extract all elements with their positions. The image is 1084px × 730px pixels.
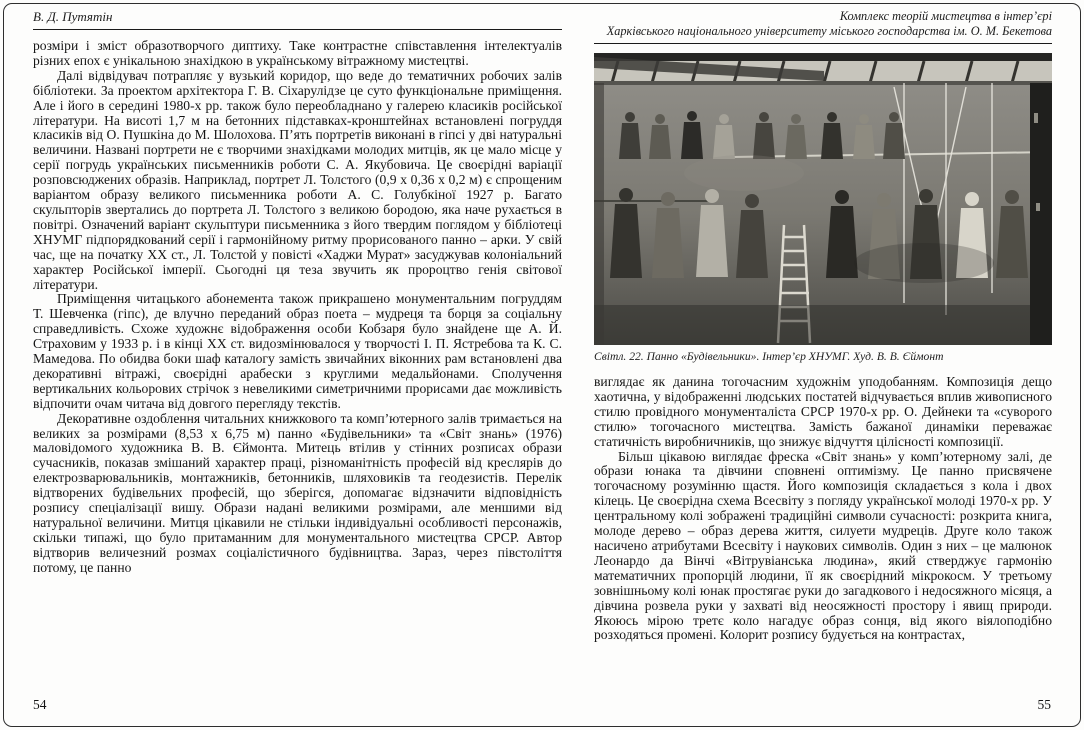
header-title-line1: Комплекс теорій мистецтва в інтер’єрі (839, 9, 1052, 23)
page-number-right: 55 (1037, 697, 1051, 712)
paragraph: Більш цікавою виглядає фреска «Світ знань» у комп’ютерному залі, де образи юнака та дівчини сповнені оптимізму. Це панно присвячене тогочасному розумінню щастя. Його композиція складається з кола і двох кілець. Це своєрідна схема Всесвіту з погляду української молоді 1970-х рр. У центральному колі зображені традиційні символи сучасності: розкрита книга, молоде дерево – образ дерева життя, силуети мудреців. Друге коло також насичено атрибутами Всесвіту і наукових символів. Один з них – це малюнок Леонардо да Вінчі «Вітрувіанська людина», який стверджує гармонію математичних пропорцій людини, її як своєрідний мікрокосм. У третьому зовнішньому колі юнак простягає руки до загадкового і недосяжного місяця, а дівчина розвела руки у захваті від неосяжності простору і явищ природи. Якоюсь мірою третє коло нагадує образ сонця, від якого віялоподібно розходяться промені. Колорит розпису будується на контрастах, (594, 448, 1052, 643)
author-name: В. Д. Путятін (33, 9, 113, 24)
running-header-author (33, 9, 562, 30)
page-left (33, 9, 562, 576)
figure-caption: Світл. 22. Панно «Будівельники». Інтер’єр ХНУМГ. Худ. В. В. Єймонт (594, 350, 944, 363)
paragraph: Декоративне оздоблення читальних книжкового та комп’ютерного залів тримається на великих за розмірами (8,53 х 6,75 м) панно «Будівельники» та «Світ знань» (1976) маловідомого художника В. В. Єймонта. Митець втілив у стінних розписах образи сучасників, показав змішаний характер праці, різноманітність професій від креслярів до електрозварювальників, монтажників, бетонників, шляховиків та геодезистів. Перелік відтворених будівельних професій, що зберігся, допомагає відзначити відповідність розпису спеціалізації вишу. Образи надані великими розмірами, але меншими від натуральної величини. Митця цікавили не стільки індивідуальні особливості персонажів, скільки типажі, що було притаманним для монументального мистецтва СРСР. Автор відтворив величезний розмах соціалістичного будівництва. Зараз, через півстоліття потому, це панно (33, 410, 562, 575)
figure (594, 53, 1052, 363)
right-body-text (594, 375, 1052, 643)
paragraph: розміри і зміст образотворчого диптиху. Таке контрастне співставлення інтелектуалів різних епох є унікальною знахідкою в українському вітражному мистецтві. (33, 38, 562, 68)
mural-photo (594, 53, 1052, 345)
left-body-text (33, 39, 562, 576)
header-title-line2: Харківського національного університету міського господарства ім. О. М. Бекетова (606, 24, 1052, 38)
page-right (594, 9, 1052, 643)
paragraph: виглядає як данина тогочасним художнім уподобанням. Композиція дещо хаотична, у відображенні людських постатей відчувається вплив живописного стилю провідного монументаліста СРСР 1970-х рр. О. Дейнеки та «суворого стилю» тогочасного мистецтва. Замість бажаної динаміки переважає статичність виробничників, що знижує відчуття цілісності композиції. (594, 374, 1052, 449)
page-number-left: 54 (33, 697, 47, 712)
paragraph: Приміщення читацького абонемента також прикрашено монументальним погруддям Т. Шевченка (гіпс), де влучно переданий образ поета – мудреця та борця за соціальну справедливість. Схоже художнє відображення особи Кобзаря було знайдене ще А. Й. Страховим у 1933 р. і в кінці ХХ ст. видозмінювалося у творчості І. П. Ястребова та К. С. Мамедова. По обидва боки шаф каталогу замість звичайних віконних рам встановлені два декоративні вітражі, своєрідні арабески з круглими медальйонами. Сполучення вертикальних кольорових стрічок з невеликими симетричними прорисами дає можливість відпочити очам читача від довгого перегляду текстів. (33, 291, 562, 411)
running-header-title (594, 9, 1052, 44)
paragraph: Далі відвідувач потрапляє у вузький коридор, що веде до тематичних робочих залів бібліотеки. За проектом архітектора Г. В. Сіхарулідзе це суто функціональне приміщення. Але і його в середині 1980-х рр. також було переобладнано у галерею класиків російської літератури. На висоті 1,7 м на бетонних підставках-кронштейнах встановлені погруддя класиків від О. Пушкіна до М. Шолохова. П’ять портретів виконані в гіпсі у дві натуральні величини. Названі портрети не є творчими знахідками молодих митців, як це мало місце у серії погрудь українських письменників роботи С. А. Якубовича. Це своєрідні варіації розповсюджених образів. Наприклад, портрет Л. Толстого (0,9 х 0,36 х 0,2 м) є спрощеним варіантом образу великого письменника роботи А. С. Голубкіної 1927 р. Багато скульпторів звертались до портрета Л. Толстого з великою бородою, яка наче рухається в повітрі. Означений варіант скульптури письменника з його твердим поглядом у бібліотеці ХНУМГ підпорядкований серії і гармонійному ритму прорисованого панно – арки. У свій час, ще на початку ХХ ст., Л. Толстой у повісті «Хаджи Мурат» засуджував колоніальний характер Російської імперії. Сьогодні ця теза звучить як пророцтво генія світової літератури. (33, 67, 562, 292)
